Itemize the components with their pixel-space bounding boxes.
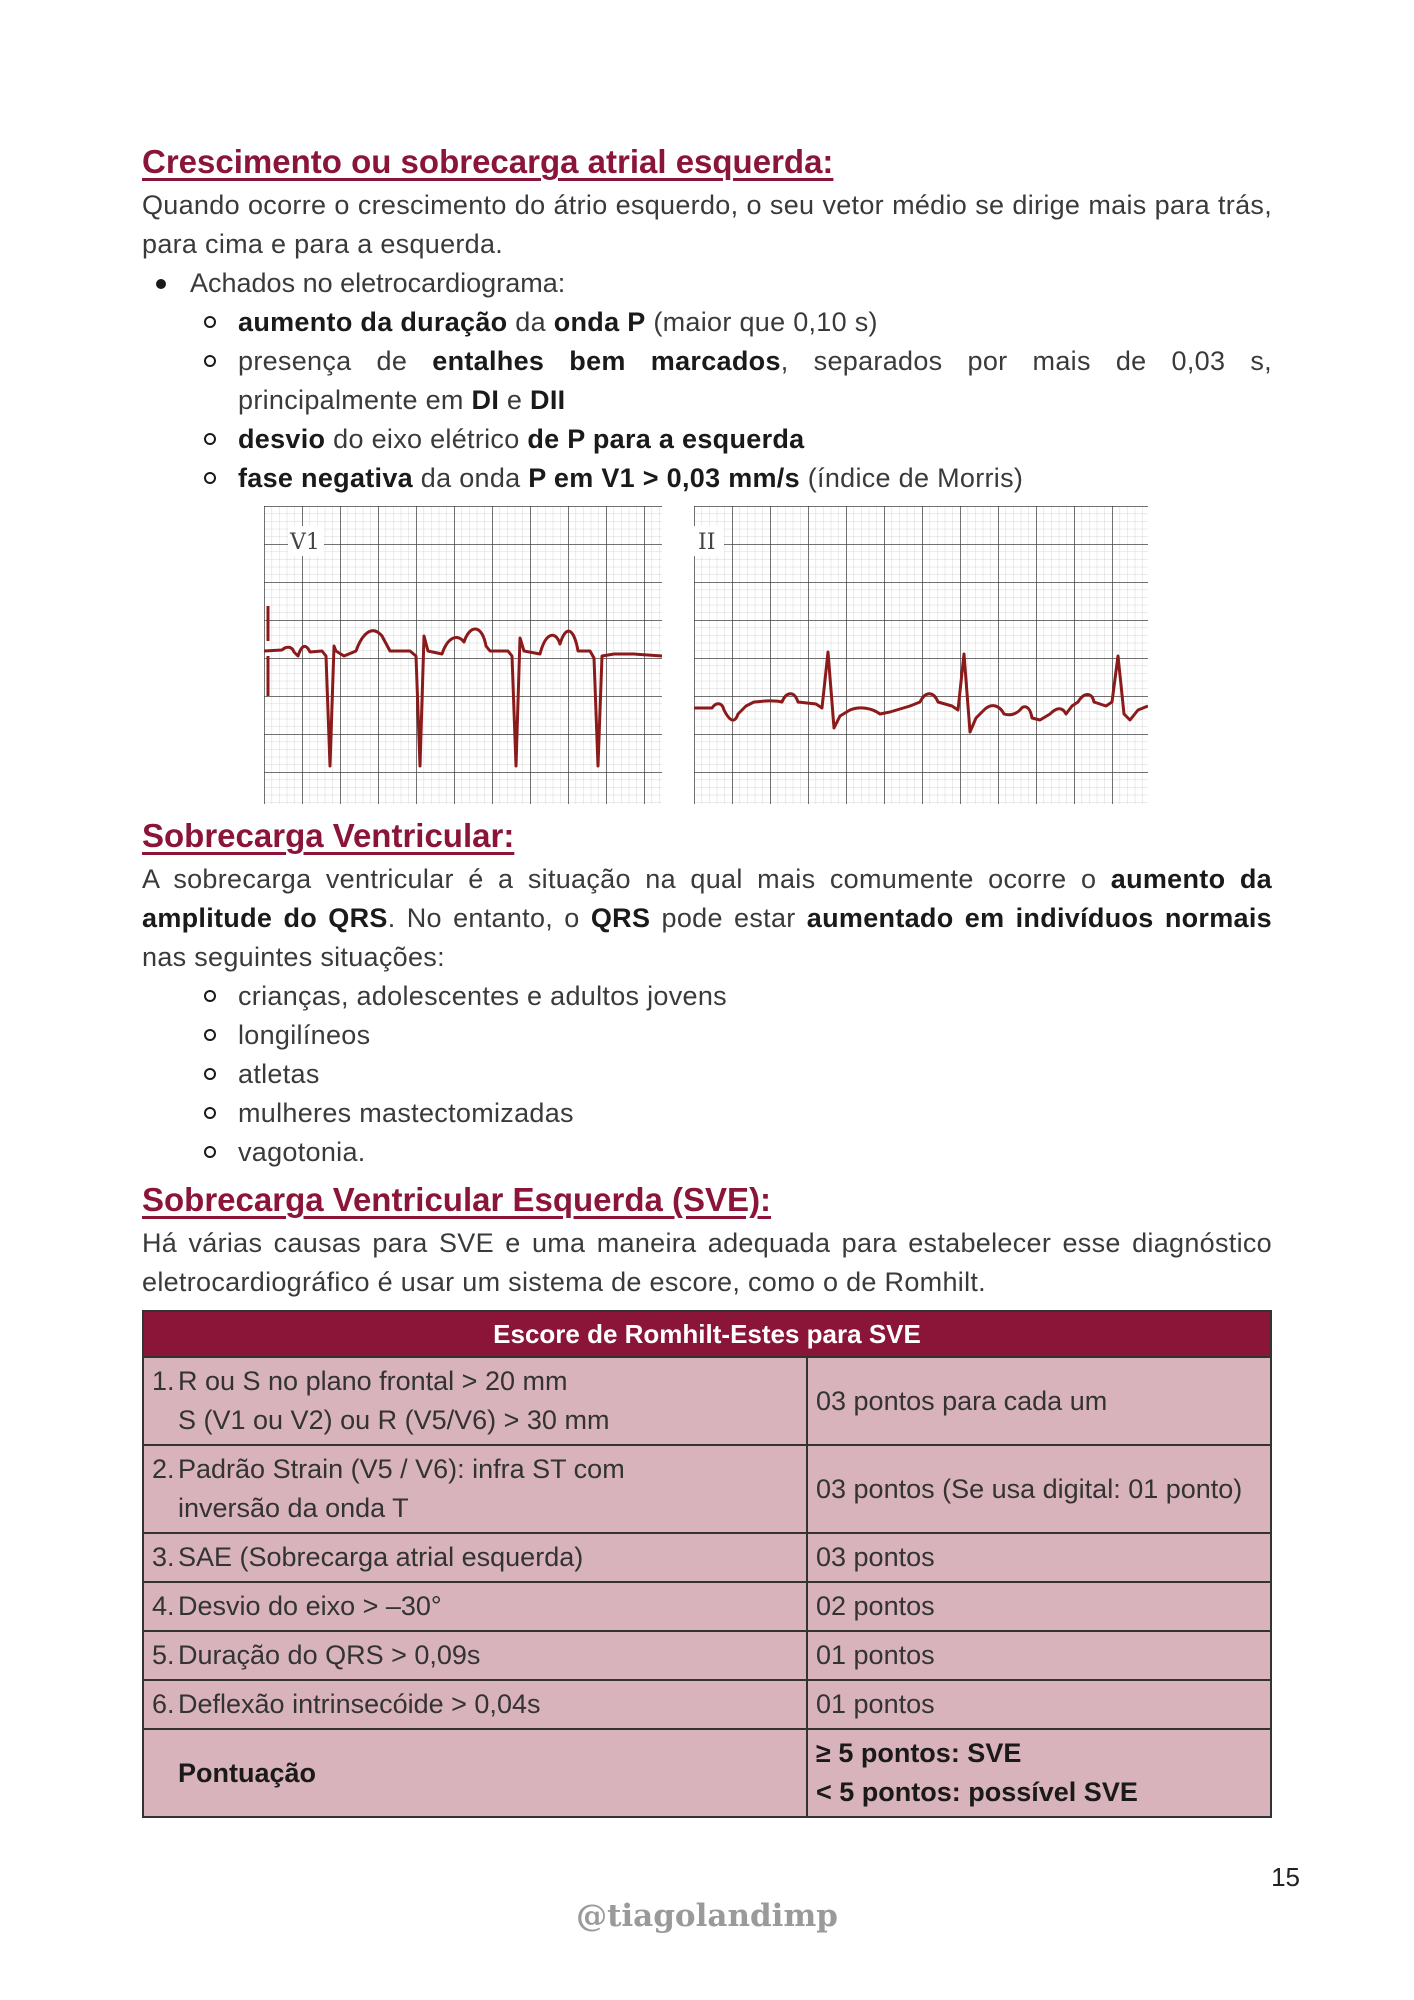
list-item: crianças, adolescentes e adultos jovens <box>142 977 1272 1016</box>
author-handle: @tiagolandimp <box>576 1898 838 1934</box>
ecg-ii-strip <box>694 506 1148 804</box>
normal-situations-list <box>142 977 1272 1172</box>
page-number: 15 <box>1271 1862 1300 1892</box>
ecg-lead-label-v1: V1 <box>290 530 320 555</box>
table-score-row: Pontuação ≥ 5 pontos: SVE < 5 pontos: possível SVE <box>143 1729 1271 1817</box>
finding-item: desvio do eixo elétrico de P para a esquerda <box>142 420 1272 459</box>
list-item: vagotonia. <box>142 1133 1272 1172</box>
page-content <box>142 140 1272 1818</box>
score-label: Pontuação <box>178 1757 317 1788</box>
table-row: 3. SAE (Sobrecarga atrial esquerda) 03 pontos <box>143 1533 1271 1582</box>
finding-item: aumento da duração da onda P (maior que 0,10 s) <box>142 303 1272 342</box>
table-row: 6. Deflexão intrinsecóide > 0,04s 01 pontos <box>143 1680 1271 1729</box>
list-item: longilíneos <box>142 1016 1272 1055</box>
atrial-findings-list <box>142 264 1272 498</box>
list-item: mulheres mastectomizadas <box>142 1094 1272 1133</box>
table-row: 5. Duração do QRS > 0,09s 01 pontos <box>143 1631 1271 1680</box>
finding-item: fase negativa da onda P em V1 > 0,03 mm/s (índice de Morris) <box>142 459 1272 498</box>
table-row: 1. R ou S no plano frontal > 20 mm S (V1 ou V2) ou R (V5/V6) > 30 mm 03 pontos para cada um <box>143 1357 1271 1445</box>
ecg-v1-strip <box>264 506 662 804</box>
table-row: 2. Padrão Strain (V5 / V6): infra ST com inversão da onda T 03 pontos (Se usa digital: 01 ponto) <box>143 1445 1271 1533</box>
section-title-atrial: Crescimento ou sobrecarga atrial esquerda: <box>142 143 834 180</box>
table-header: Escore de Romhilt-Estes para SVE <box>143 1311 1271 1357</box>
ventricular-intro: A sobrecarga ventricular é a situação na qual mais comumente ocorre o aumento da amplitude do QRS. No entanto, o QRS pode estar aumentado em indivíduos normais nas seguintes situações: <box>142 864 1272 972</box>
finding-item: presença de entalhes bem marcados, separados por mais de 0,03 s, principalmente em DI e DII <box>142 342 1272 420</box>
findings-bullet: Achados no eletrocardiograma: <box>142 264 1272 303</box>
table-row: 4. Desvio do eixo > –30° 02 pontos <box>143 1582 1271 1631</box>
list-item: atletas <box>142 1055 1272 1094</box>
atrial-intro: Quando ocorre o crescimento do átrio esquerdo, o seu vetor médio se dirige mais para trás, para cima e para a esquerda. <box>142 190 1272 259</box>
section-title-ventricular: Sobrecarga Ventricular: <box>142 817 515 854</box>
ecg-lead-label-ii: II <box>698 530 716 555</box>
ecg-figures <box>142 506 1272 806</box>
section-title-sve: Sobrecarga Ventricular Esquerda (SVE): <box>142 1181 772 1218</box>
sve-intro: Há várias causas para SVE e uma maneira adequada para estabelecer esse diagnóstico eletrocardiográfico é usar um sistema de escore, como o de Romhilt. <box>142 1228 1272 1297</box>
romhilt-estes-table <box>142 1310 1272 1818</box>
